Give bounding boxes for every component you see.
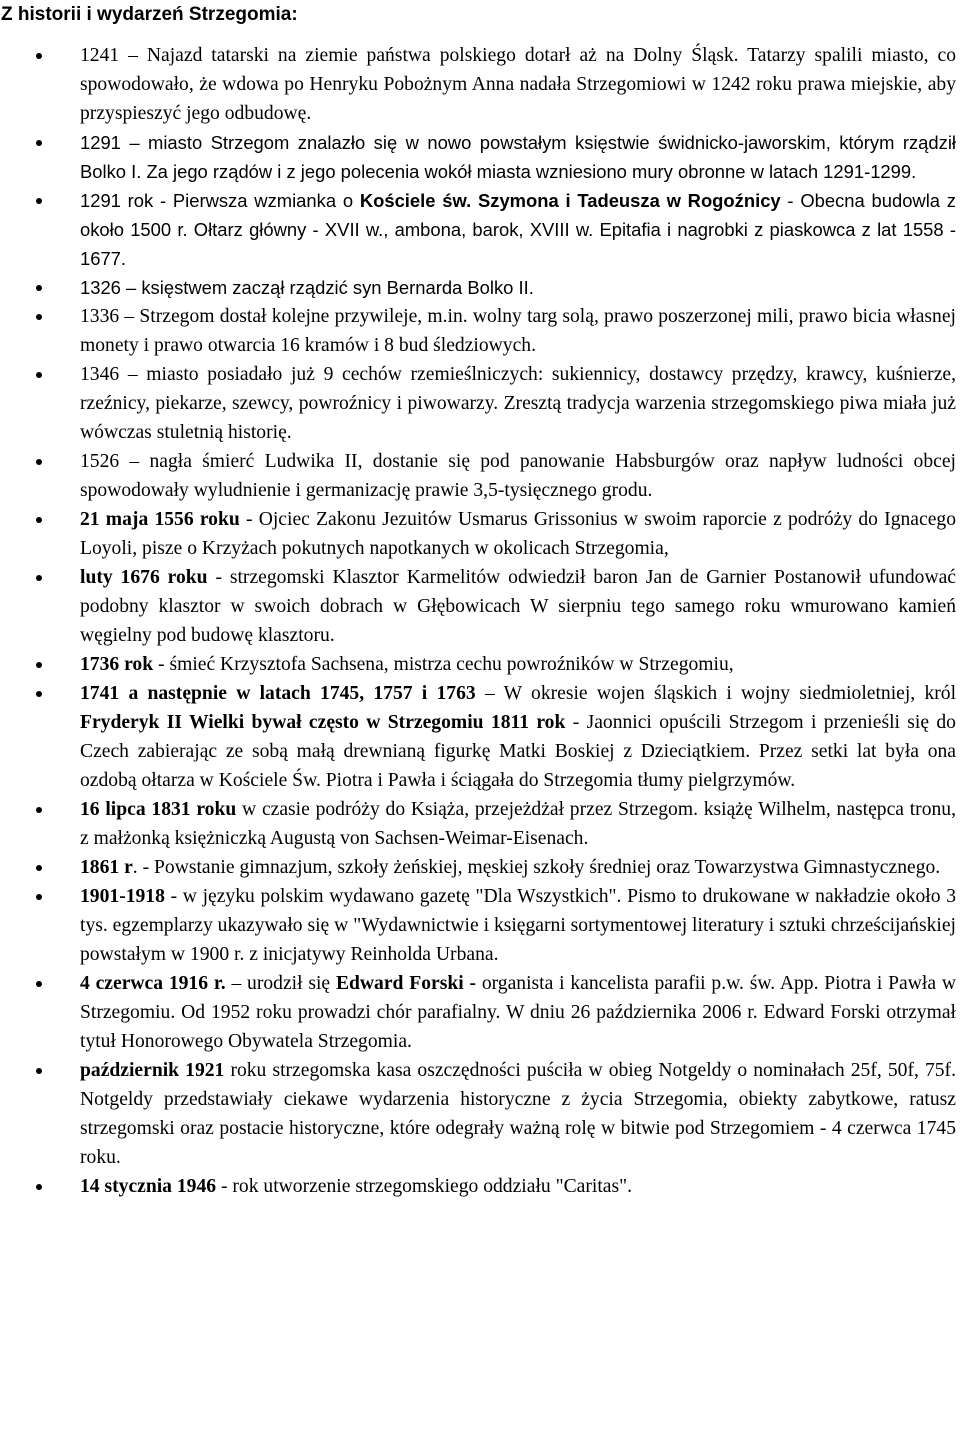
item-bold: Kościele św. Szymona i Tadeusza w Rogoźnicy	[359, 190, 781, 211]
item-text: - Jaonnici opuścili Strzegom i przenieśli się do Czech zabierając ze sobą małą drewnianą figurkę Matki Boskiej z Dzieciątkiem. Przez setki lat była ona ozdobą ołtarza w Kościele Św. Piotra i Pawła i ściągała do Strzegomia tłumy pielgrzymów.	[80, 712, 956, 791]
item-bold: 1861 r	[80, 857, 133, 878]
bullet-icon	[36, 140, 42, 146]
bullet-icon	[36, 459, 42, 465]
item-text: 1526 – nagła śmierć Ludwika II, dostanie się pod panowanie Habsburgów oraz napływ ludności obcej spowodowały wyludnienie i germanizację prawie 3,5-tysięcznego grodu.	[80, 451, 956, 501]
item-text: - w języku polskim wydawano gazetę "Dla Wszystkich". Pismo to drukowane w nakładzie około 3 tys. egzemplarzy ukazywało się w "Wydawnictwie i księgarni sortymentowej literatury i sztuki chrześcijańskiej powstałym w 1900 r. z inicjatywy Reinholda Urbana.	[80, 886, 956, 965]
bullet-icon	[36, 575, 42, 581]
list-item-1921	[0, 1056, 956, 1172]
item-bold: 16 lipca 1831 roku	[80, 799, 237, 820]
bullet-icon	[36, 894, 42, 900]
bullet-icon	[36, 53, 42, 59]
item-text: 1291 – miasto Strzegom znalazło się w nowo powstałym księstwie świdnicko-jaworskim, którym rządził Bolko I. Za jego rządów i z jego polecenia wokół miasta wzniesiono mury obronne w latach 1291-1299.	[80, 132, 956, 182]
list-item-1291-city	[0, 128, 956, 186]
item-text: - śmieć Krzysztofa Sachsena, mistrza cechu powroźników w Strzegomiu,	[153, 654, 734, 675]
item-text: 1336 – Strzegom dostał kolejne przywileje, m.in. wolny targ solą, prawo poszerzonej mili, prawo bicia własnej monety i prawo otwarcia 16 kramów i 8 bud śledziowych.	[80, 306, 956, 356]
item-bold: 1736 rok	[80, 654, 154, 675]
item-text: . - Powstanie gimnazjum, szkoły żeńskiej, męskiej szkoły średniej oraz Towarzystwa Gimnastycznego.	[132, 857, 941, 878]
item-text: 1241 – Najazd tatarski na ziemie państwa polskiego dotarł aż na Dolny Śląsk. Tatarzy spalili miasto, co spowodowało, że wdowa po Henryku Pobożnym Anna nadała Strzegomiowi w 1242 roku prawa miejskie, aby przyspieszyć jego odbudowę.	[80, 45, 956, 124]
bullet-icon	[36, 314, 42, 320]
item-text: 1326 – księstwem zaczął rządzić syn Bernarda Bolko II.	[80, 277, 534, 298]
list-item-1676	[0, 563, 956, 650]
list-item-1346	[0, 360, 956, 447]
item-text: 1291 rok - Pierwsza wzmianka o	[80, 190, 360, 211]
list-item-1741	[0, 679, 956, 795]
bullet-icon	[36, 662, 42, 668]
bullet-icon	[36, 691, 42, 697]
item-text: w czasie podróży do Książa, przejeżdżał przez Strzegom. książę Wilhelm, następca tronu, z małżonką księżniczką Augustą von Sachsen-Weimar-Eisenach.	[80, 799, 956, 849]
item-bold: październik 1921	[80, 1060, 225, 1081]
item-bold: luty 1676 roku	[80, 567, 208, 588]
list-item-1336	[0, 302, 956, 360]
list-item-1946	[0, 1172, 956, 1201]
item-bold: Edward Forski -	[335, 973, 477, 994]
bullet-icon	[36, 372, 42, 378]
list-item-1831	[0, 795, 956, 853]
bullet-icon	[36, 981, 42, 987]
bullet-icon	[36, 198, 42, 204]
list-item-1291-church	[0, 186, 956, 273]
item-text: organista i kancelista parafii p.w. św. App. Piotra i Pawła w Strzegomiu. Od 1952 roku prowadzi chór parafialny. W dniu 26 października 2006 r. Edward Forski otrzymał tytuł Honorowego Obywatela Strzegomia.	[80, 973, 956, 1052]
item-text: - Obecna budowla z około 1500 r. Ołtarz główny - XVII w., ambona, barok, XVIII w. Epitafia i nagrobki z piaskowca z lat 1558 - 1677.	[80, 190, 956, 269]
item-text: – W okresie wojen śląskich i wojny siedmioletniej, król	[475, 683, 957, 704]
bullet-icon	[36, 285, 42, 291]
list-item-1736	[0, 650, 956, 679]
item-bold: 21 maja 1556 roku	[80, 509, 240, 530]
item-bold: 1901-1918	[80, 886, 165, 907]
list-item-1241	[0, 41, 956, 128]
list-item-1861	[0, 853, 956, 882]
bullet-icon	[36, 807, 42, 813]
item-text: - strzegomski Klasztor Karmelitów odwiedził baron Jan de Garnier Postanowił ufundować podobny klasztor w swoich dobrach w Głębowicach W sierpniu tego samego roku wmurowano kamień węgielny pod budowę klasztoru.	[80, 567, 956, 646]
item-text: 1346 – miasto posiadało już 9 cechów rzemieślniczych: sukiennicy, dostawcy przędzy, krawcy, kuśnierze, rzeźnicy, piekarze, szewcy, powroźnicy i piwowarzy. Zresztą tradycja warzenia strzegomskiego piwa miała już wówczas stuletnią historię.	[80, 364, 956, 443]
list-item-1901	[0, 882, 956, 969]
item-bold: 14 stycznia 1946	[80, 1176, 217, 1197]
item-text: - Ojciec Zakonu Jezuitów Usmarus Grissonius w swoim raporcie z podróży do Ignacego Loyoli, pisze o Krzyżach pokutnych napotkanych w okolicach Strzegomia,	[80, 509, 956, 559]
list-item-1916	[0, 969, 956, 1056]
bullet-icon	[36, 1068, 42, 1074]
page-title: Z historii i wydarzeń Strzegomia:	[1, 4, 298, 25]
event-list	[0, 41, 956, 1201]
list-item-1326	[0, 273, 956, 302]
item-text: - rok utworzenie strzegomskiego oddziału "Caritas".	[216, 1176, 632, 1197]
item-text: – urodził się	[225, 973, 336, 994]
item-bold: 4 czerwca 1916 r.	[80, 973, 226, 994]
item-text: roku strzegomska kasa oszczędności puściła w obieg Notgeldy o nominałach 25f, 50f, 75f. Notgeldy przedstawiały ciekawe wydarzenia historyczne z życia Strzegomia, obiekty zabytkowe, ratusz strzegomski oraz postacie historyczne, które odegrały ważną rolę w bitwie pod Strzegomiem - 4 czerwca 1745 roku.	[80, 1060, 956, 1168]
list-item-1556	[0, 505, 956, 563]
item-bold: 1741 a następnie w latach 1745, 1757 i 1763	[80, 683, 476, 704]
bullet-icon	[36, 1184, 42, 1190]
list-item-1526	[0, 447, 956, 505]
bullet-icon	[36, 517, 42, 523]
item-bold: Fryderyk II Wielki bywał często w Strzegomiu 1811 rok	[80, 712, 566, 733]
bullet-icon	[36, 865, 42, 871]
